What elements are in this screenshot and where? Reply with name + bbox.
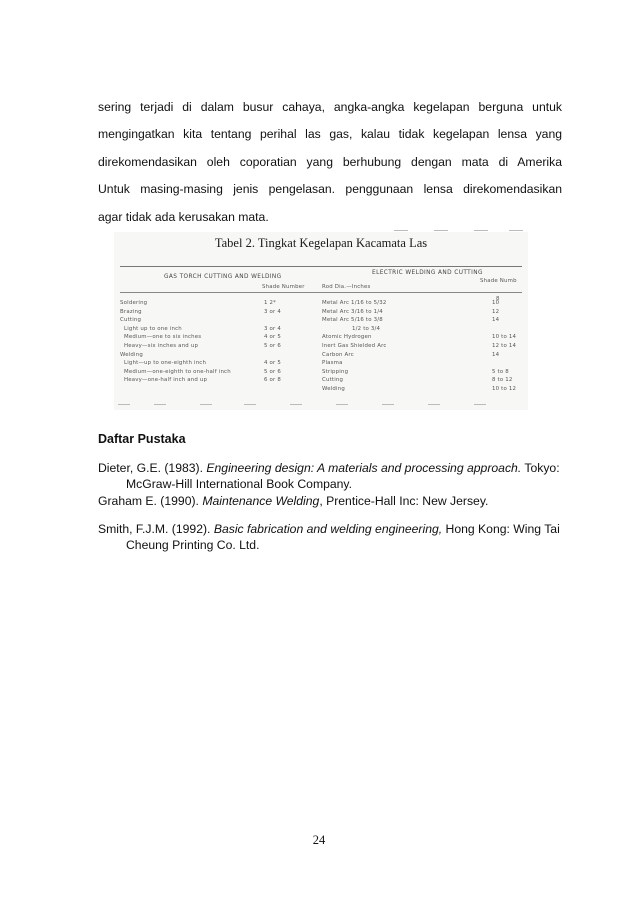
body-paragraph [98, 94, 562, 231]
electric-shade: 8 to 12 [492, 377, 513, 384]
paragraph-line: sering terjadi di dalam busur cahaya, angka-angka kegelapan berguna untuk [98, 100, 562, 114]
gas-operation: Medium—one to six inches [124, 334, 202, 341]
gas-shade: 3 or 4 [264, 308, 282, 315]
gas-shade: 1 2* [264, 300, 277, 306]
gas-operation: Welding [120, 351, 143, 358]
electric-process: Atomic Hydrogen [322, 334, 372, 341]
electric-shade: 10 to 14 [492, 334, 517, 341]
electric-shade: 5 to 8 [492, 368, 509, 375]
bibliography-title: Daftar Pustaka [98, 432, 186, 446]
reference-author: Dieter, G.E. (1983). [98, 461, 207, 475]
shade-value: 8 [496, 296, 500, 302]
reference-title: Maintenance Welding [202, 494, 320, 508]
paragraph-line: agar tidak ada kerusakan mata. [98, 209, 269, 224]
electric-shade: 12 [492, 308, 500, 315]
reference-item [98, 494, 562, 510]
gas-shade: 4 or 5 [264, 360, 282, 367]
reference-author: Smith, F.J.M. (1992). [98, 522, 214, 536]
gas-operation: Heavy—one-half inch and up [124, 377, 208, 384]
gas-shade: 5 or 6 [264, 368, 282, 375]
reference-publisher: , Prentice-Hall Inc: New Jersey. [319, 494, 489, 508]
table-caption: Tabel 2. Tingkat Kegelapan Kacamata Las [214, 236, 428, 250]
electric-shade: 14 [492, 351, 500, 358]
scanned-table [114, 262, 528, 396]
electric-process: Cutting [322, 377, 344, 384]
gas-operation: Light up to one inch [124, 325, 182, 332]
gas-section-title: GAS TORCH CUTTING AND WELDING [164, 274, 282, 280]
reference-item [98, 461, 562, 492]
electric-process: Metal Arc 3/16 to 1/4 [322, 308, 383, 315]
electric-process: Carbon Arc [322, 351, 354, 358]
reference-author: Graham E. (1990). [98, 494, 203, 508]
electric-shade: 10 to 12 [492, 386, 517, 392]
gas-shade: 5 or 6 [264, 343, 282, 349]
gas-operation: Brazing [120, 308, 142, 315]
electric-process: Welding [322, 386, 345, 392]
shade-number-header: Shade Number [262, 284, 305, 290]
gas-operation: Light—up to one-eighth inch [124, 360, 207, 367]
electric-process: Metal Arc 1/16 to 5/32 [322, 300, 387, 306]
gas-shade: 3 or 4 [264, 325, 282, 332]
electric-process: 1/2 to 3/4 [352, 325, 381, 332]
rod-dia-header: Rod Dia.—Inches [322, 284, 371, 290]
electric-process: Stripping [322, 368, 349, 375]
gas-operation: Cutting [120, 317, 142, 324]
gas-operation: Heavy—six inches and up [124, 343, 199, 349]
electric-process: Plasma [322, 360, 343, 367]
electric-shade: 14 [492, 317, 500, 324]
paragraph-line: direkomendasikan oleh coporatian yang berhubung dengan mata di Amerika [98, 154, 562, 169]
paragraph-line: mengingatkan kita tentang perihal las gas, kalau tidak kegelapan lensa yang [98, 127, 562, 142]
electric-process: Metal Arc 5/16 to 3/8 [322, 317, 383, 324]
reference-title: Basic fabrication and welding engineering, [213, 522, 443, 536]
reference-publisher: Hong Kong: Wing Tai Cheung Printing Co. Ltd. [126, 522, 560, 552]
gas-operation: Medium—one-eighth to one-half inch [124, 368, 231, 375]
electric-process: Inert Gas Shielded Arc [322, 343, 387, 349]
electric-shade: 10 [492, 300, 500, 306]
reference-publisher: Tokyo: McGraw-Hill International Book Company. [126, 461, 560, 491]
gas-operation: Soldering [120, 300, 148, 306]
electric-shade: 12 to 14 [492, 343, 517, 349]
reference-item [98, 522, 562, 553]
page-number: 24 [312, 833, 326, 847]
gas-shade: 4 or 5 [264, 334, 282, 341]
electric-section-title: ELECTRIC WELDING AND CUTTING [372, 270, 483, 276]
reference-title: Engineering design: A materials and processing approach. [206, 461, 522, 475]
scanned-table-figure [114, 232, 528, 410]
shade-number-right-header: Shade Numb [480, 278, 517, 284]
gas-shade: 6 or 8 [264, 377, 282, 384]
paragraph-line: Untuk masing-masing jenis pengelasan. penggunaan lensa direkomendasikan [98, 182, 562, 197]
